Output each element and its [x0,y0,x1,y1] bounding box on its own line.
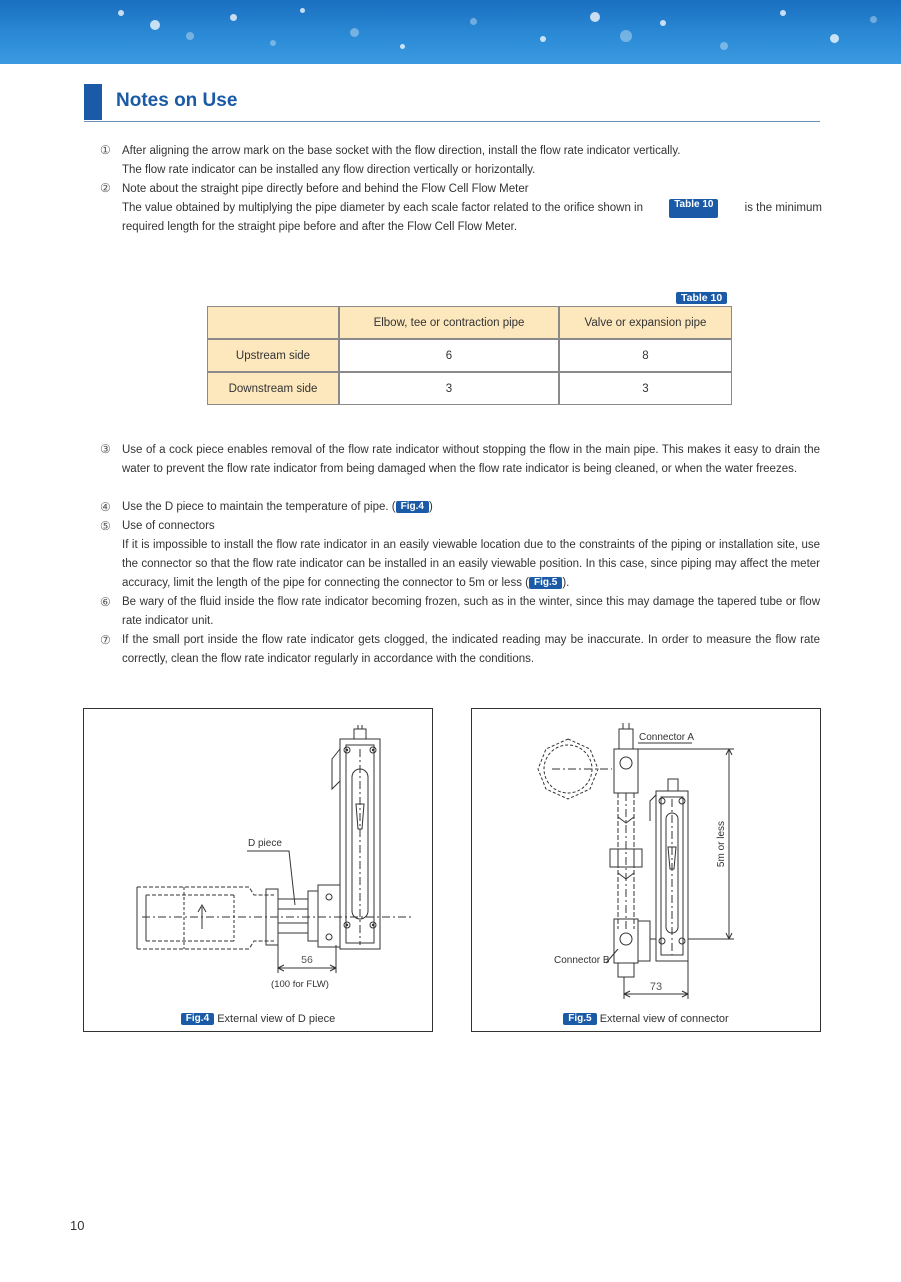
table-label [676,289,727,307]
d-piece-drawing [84,709,432,1009]
note-2-heading: Note about the straight pipe directly before and behind the Flow Cell Flow Meter [122,183,529,195]
note-4-close: ) [428,501,433,513]
length-limit-label: 5m or less [716,820,727,868]
dimension-note: (100 for FLW) [271,979,329,990]
table-row-label: Upstream side [207,339,339,372]
table-header-row [207,306,732,339]
bubble-decoration [470,18,477,25]
note-5 [122,517,820,593]
fig-4-caption-text: External view of D piece [217,1013,336,1025]
note-2-para-line-1 [122,199,822,218]
header-banner [0,0,901,64]
section-title-block [84,84,820,122]
table-10-tag: Table 10 [676,292,727,304]
table-cell: 3 [559,372,732,405]
bubble-decoration [350,28,359,37]
note-5-close: ). [562,577,570,589]
bubble-decoration [270,40,276,46]
table-10-ref-tag[interactable]: Table 10 [669,199,718,218]
bubble-decoration [660,20,666,26]
fig-5-tag: Fig.5 [563,1013,596,1025]
figure-4 [83,708,433,1032]
connector-a-label: Connector A [639,732,695,743]
bubble-decoration [620,30,632,42]
note-number: ⑦ [100,633,111,647]
note-2-text-before: The value obtained by multiplying the pipe diameter by each scale factor related to the orifice shown in [122,202,643,214]
note-number: ⑤ [100,519,111,533]
note-5-body [122,536,820,593]
note-2 [122,180,822,237]
note-7: If the small port inside the flow rate indicator gets clogged, the indicated reading may be inaccurate. In order to measure the flow rate correctly, clean the flow rate indicator regularly in accordance with the conditions. [122,634,820,665]
bubble-decoration [150,20,160,30]
table-row [207,339,732,372]
note-1-line-2: The flow rate indicator can be installed any flow direction vertically or horizontally. [122,164,536,176]
table-cell: 8 [559,339,732,372]
connector-drawing [472,709,820,1009]
bubble-decoration [186,32,194,40]
dimension-56: 56 [301,954,313,966]
d-piece-label: D piece [248,838,282,849]
fig-5-ref-tag[interactable]: Fig.5 [529,577,562,589]
note-1-line-1: After aligning the arrow mark on the base socket with the flow direction, install the flow rate indicator vertically. [122,145,681,157]
bubble-decoration [540,36,546,42]
note-number: ② [100,181,111,195]
table-header-cell: Valve or expansion pipe [559,306,732,339]
note-number: ④ [100,500,111,514]
note-4 [122,498,820,517]
figure-5-caption [472,1013,820,1025]
page-number: 10 [70,1218,85,1233]
note-1 [122,142,822,180]
fig-4-tag: Fig.4 [181,1013,214,1025]
fig-5-caption-text: External view of connector [599,1013,729,1025]
table-corner-cell [207,306,339,339]
note-number: ① [100,143,111,157]
note-2-text-after: is the minimum [744,202,822,214]
bubble-decoration [590,12,600,22]
table-cell: 6 [339,339,559,372]
bubble-decoration [400,44,405,49]
table-row [207,372,732,405]
fig-4-ref-tag[interactable]: Fig.4 [396,501,429,513]
bubble-decoration [300,8,305,13]
note-3: Use of a cock piece enables removal of the flow rate indicator without stopping the flow in the main pipe. This makes it easy to drain the water to prevent the flow rate indicator from being damaged when the flow rate indicator is being cleaned, or when the water freezes. [122,444,820,475]
bubble-decoration [720,42,728,50]
bubble-decoration [230,14,237,21]
dimension-73: 73 [649,981,663,993]
title-accent-bar [84,84,102,120]
straight-pipe-table [207,306,732,405]
note-number: ③ [100,442,111,456]
note-6: Be wary of the fluid inside the flow rate indicator becoming frozen, such as in the winter, since this may damage the tapered tube or flow rate indicator unit. [122,596,820,627]
figure-5 [471,708,821,1032]
bubble-decoration [118,10,124,16]
page-title: Notes on Use [116,90,238,111]
bubble-decoration [830,34,839,43]
bubble-decoration [780,10,786,16]
table-row-label: Downstream side [207,372,339,405]
bubble-decoration [870,16,877,23]
connector-b-label: Connector B [554,955,610,966]
note-2-para-line-2: required length for the straight pipe before and after the Flow Cell Flow Meter. [122,221,518,233]
note-number: ⑥ [100,595,111,609]
table-cell: 3 [339,372,559,405]
note-5-text: If it is impossible to install the flow rate indicator in an easily viewable location due to the constraints of the piping or installation site, use the connector so that the flow rate indicator can be installed in an easily viewable position. In this case, since piping may affect the meter accuracy, limit the length of the pipe for connecting the connector to 5m or less ( [122,539,820,589]
note-5-heading: Use of connectors [122,520,215,532]
note-4-text: Use the D piece to maintain the temperature of pipe. ( [122,501,396,513]
figure-4-caption [84,1013,432,1025]
table-header-cell: Elbow, tee or contraction pipe [339,306,559,339]
